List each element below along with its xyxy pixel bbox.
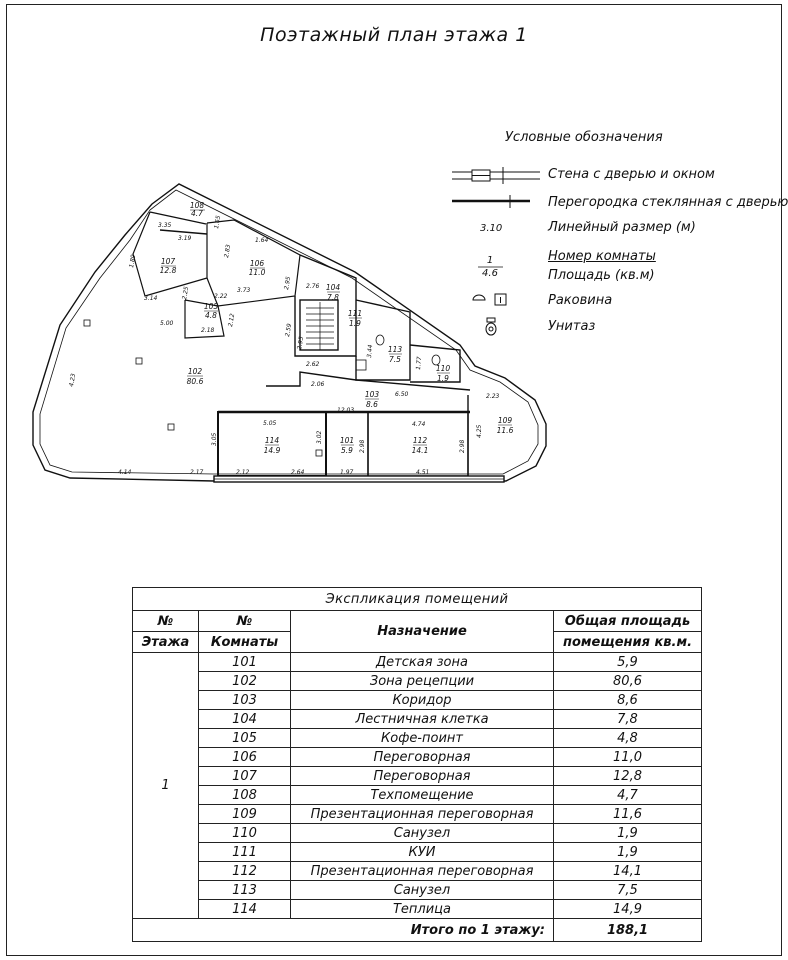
- dimension-label: 2.06: [311, 381, 325, 388]
- dimension-label: 2.98: [359, 439, 366, 453]
- dimension-label: 2.18: [201, 327, 215, 334]
- table-row: [133, 672, 702, 691]
- room-107-area: 12.8: [159, 266, 177, 275]
- dimension-label: 4.23: [68, 372, 78, 388]
- purpose-cell: Санузел: [291, 824, 554, 843]
- room-103-number: 103: [364, 390, 380, 399]
- room-number-cell: 103: [199, 691, 291, 710]
- room-number-cell: 113: [199, 881, 291, 900]
- room-113-number: 113: [387, 345, 403, 354]
- legend-sink-label: Раковина: [548, 293, 613, 308]
- room-number-cell: 102: [199, 672, 291, 691]
- purpose-cell: Лестничная клетка: [291, 710, 554, 729]
- area-cell: 5,9: [554, 653, 702, 672]
- purpose-cell: Переговорная: [291, 748, 554, 767]
- table-row: [133, 805, 702, 824]
- room-112-area: 14.1: [411, 446, 429, 455]
- dimension-label: 3.19: [178, 235, 192, 242]
- room-number-cell: 112: [199, 862, 291, 881]
- dimension-label: 2.59: [284, 322, 294, 338]
- room-number-cell: 105: [199, 729, 291, 748]
- area-cell: 8,6: [554, 691, 702, 710]
- floor-cell: 1: [133, 653, 199, 919]
- room-106-area: 11.0: [248, 268, 266, 277]
- table-row: [133, 862, 702, 881]
- purpose-cell: Теплица: [291, 900, 554, 919]
- legend-room-number-label: Номер комнаты: [548, 249, 656, 264]
- area-cell: 1,9: [554, 824, 702, 843]
- room-105-area: 4.8: [205, 311, 217, 320]
- area-cell: 11,6: [554, 805, 702, 824]
- dimension-label: 1.89: [128, 253, 138, 269]
- dimension-label: 1.65: [213, 214, 223, 230]
- room-header-1: №: [199, 611, 291, 632]
- legend-partition-label: Перегородка стеклянная с дверью: [548, 195, 788, 210]
- dimension-label: 4.14: [118, 469, 132, 476]
- explication-table: [132, 587, 702, 942]
- table-row: [133, 881, 702, 900]
- room-110-area: 1.9: [437, 374, 449, 383]
- total-value: 188,1: [554, 919, 702, 942]
- dimension-label: 2.17: [190, 469, 204, 476]
- dimension-label: 2.12: [236, 469, 250, 476]
- dimension-label: 2.83: [223, 243, 233, 259]
- room-102-area: 80.6: [186, 377, 204, 386]
- room-header-2: Комнаты: [199, 632, 291, 653]
- room-113-area: 7.5: [389, 355, 401, 364]
- dimension-label: 1.77: [415, 356, 424, 371]
- legend-wall-label: Стена с дверью и окном: [548, 167, 715, 182]
- dimension-label: 3.05: [211, 432, 218, 446]
- room-110-number: 110: [435, 364, 451, 373]
- dimension-label: 5.00: [160, 320, 174, 327]
- table-row: [133, 691, 702, 710]
- dimension-label: 6.50: [395, 391, 409, 398]
- room-number-cell: 114: [199, 900, 291, 919]
- room-112-number: 112: [412, 436, 428, 445]
- table-caption: Экспликация помещений: [133, 588, 702, 611]
- dimension-label: 3.73: [237, 287, 251, 294]
- legend-title: Условные обозначения: [505, 130, 663, 145]
- room-101-number: 101: [339, 436, 355, 445]
- area-cell: 4,8: [554, 729, 702, 748]
- area-cell: 7,8: [554, 710, 702, 729]
- room-number-cell: 108: [199, 786, 291, 805]
- area-cell: 7,5: [554, 881, 702, 900]
- dimension-label: 5.05: [263, 420, 277, 427]
- room-104-area: 7.8: [327, 293, 339, 302]
- dimension-label: 1.64: [255, 237, 269, 244]
- purpose-cell: Техпомещение: [291, 786, 554, 805]
- area-cell: 11,0: [554, 748, 702, 767]
- room-108-area: 4.7: [191, 209, 203, 218]
- dimension-label: 2.23: [486, 393, 500, 400]
- area-cell: 12,8: [554, 767, 702, 786]
- table-row: [133, 786, 702, 805]
- purpose-cell: Кофе-поинт: [291, 729, 554, 748]
- table-row: [133, 824, 702, 843]
- dimension-label: 3.02: [316, 430, 323, 444]
- room-number-cell: 101: [199, 653, 291, 672]
- floor-header-2: Этажа: [133, 632, 199, 653]
- table-row: [133, 748, 702, 767]
- table-row: [133, 653, 702, 672]
- dimension-label: 3.44: [366, 344, 375, 359]
- dimension-label: 4.51: [416, 469, 430, 476]
- table-row: [133, 729, 702, 748]
- room-111-number: 111: [347, 309, 363, 318]
- dimension-label: 4.74: [412, 421, 426, 428]
- dimension-label: 2.25: [181, 285, 191, 301]
- toilet-icon: [486, 318, 496, 335]
- area-cell: 14,1: [554, 862, 702, 881]
- legend-dim-sample: 3.10: [480, 223, 503, 234]
- room-114-number: 114: [264, 436, 280, 445]
- room-102-number: 102: [187, 367, 203, 376]
- legend-toilet-label: Унитаз: [548, 319, 596, 334]
- room-number-cell: 109: [199, 805, 291, 824]
- dimension-label: 4.25: [476, 424, 483, 438]
- purpose-cell: Санузел: [291, 881, 554, 900]
- legend-symbol-glass-partition: [452, 195, 530, 208]
- area-cell: 1,9: [554, 843, 702, 862]
- purpose-cell: Коридор: [291, 691, 554, 710]
- dimension-label: 2.62: [306, 361, 320, 368]
- purpose-cell: Детская зона: [291, 653, 554, 672]
- legend-dimension-label: Линейный размер (м): [548, 220, 696, 235]
- sink-icon: [473, 294, 506, 305]
- table-row: [133, 843, 702, 862]
- dimension-label: 2.76: [306, 283, 320, 290]
- room-number-cell: 107: [199, 767, 291, 786]
- room-number-cell: 111: [199, 843, 291, 862]
- purpose-header: Назначение: [291, 611, 554, 653]
- area-cell: 4,7: [554, 786, 702, 805]
- room-111-area: 1.9: [349, 319, 361, 328]
- room-101-area: 5.9: [341, 446, 353, 455]
- dimension-label: 2.95: [283, 275, 293, 291]
- room-107-number: 107: [160, 257, 176, 266]
- room-114-area: 14.9: [263, 446, 281, 455]
- purpose-cell: КУИ: [291, 843, 554, 862]
- purpose-cell: Презентационная переговорная: [291, 805, 554, 824]
- room-109-number: 109: [497, 416, 513, 425]
- room-number-cell: 104: [199, 710, 291, 729]
- dimension-label: 12.03: [337, 407, 355, 414]
- dimension-label: 1.97: [340, 469, 354, 476]
- legend-area-label: Площадь (кв.м): [548, 268, 655, 283]
- purpose-cell: Переговорная: [291, 767, 554, 786]
- dimension-label: 2.12: [227, 312, 237, 328]
- room-109-area: 11.6: [496, 426, 514, 435]
- legend-area-sample: 4.6: [482, 268, 498, 279]
- dimension-label: 3.14: [144, 295, 158, 302]
- dimension-label: 2.22: [214, 293, 228, 300]
- dimension-label: 2.98: [459, 439, 466, 453]
- floor-header-1: №: [133, 611, 199, 632]
- table-row: [133, 710, 702, 729]
- total-label: Итого по 1 этажу:: [133, 919, 554, 942]
- table-row: [133, 767, 702, 786]
- area-cell: 80,6: [554, 672, 702, 691]
- room-106-number: 106: [249, 259, 265, 268]
- area-header-2: помещения кв.м.: [554, 632, 702, 653]
- dimension-label: 2.64: [291, 469, 305, 476]
- table-row: [133, 900, 702, 919]
- purpose-cell: Зона рецепции: [291, 672, 554, 691]
- room-108-number: 108: [189, 201, 205, 210]
- dimension-label: 3.35: [158, 222, 172, 229]
- purpose-cell: Презентационная переговорная: [291, 862, 554, 881]
- area-header-1: Общая площадь: [554, 611, 702, 632]
- dimension-label: 2.95: [296, 335, 306, 351]
- room-number-cell: 106: [199, 748, 291, 767]
- area-cell: 14,9: [554, 900, 702, 919]
- legend-room-number-sample: 1: [486, 255, 494, 266]
- room-105-number: 105: [203, 302, 219, 311]
- room-104-number: 104: [325, 283, 341, 292]
- legend-symbol-wall: [452, 167, 540, 184]
- plan-title: Поэтажный план этажа 1: [260, 24, 528, 46]
- room-103-area: 8.6: [366, 400, 378, 409]
- room-number-cell: 110: [199, 824, 291, 843]
